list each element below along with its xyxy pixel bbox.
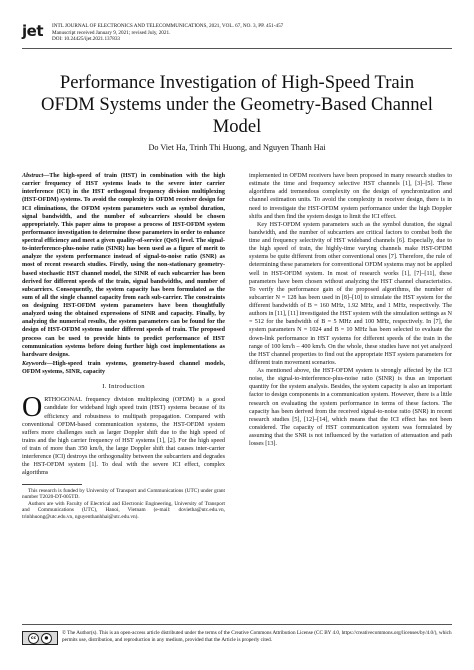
intro-text: RTHOGONAL frequency division multiplexing (OFDM) is a good candidate for wideband high speed train (HST) systems because of its efficiency and robustness to multipath propagation. Compared with conventional OFDM-based communication systems, the HST-OFDM system suffers more challenges such as larger Doppler shift due to the high speed of trains and the high carrier frequency of HST systems [1], [2]. For the high speed of train of more than 350 km/h, the large Doppler shift that causes inter-carrier interference (ICI) destroys the orthogonality between the subcarriers and degrades the HST-OFDM system [1]. To deal with the severe ICI effect, complex algorithms bbox=[22, 397, 225, 477]
author-list: Do Viet Ha, Trinh Thi Huong, and Nguyen Thanh Hai bbox=[148, 143, 326, 152]
keywords-text: —High-speed train systems, geometry-based channel models, OFDM systems, SINR, capacity bbox=[22, 360, 225, 375]
right-column bbox=[249, 172, 452, 448]
cc-icon: cc bbox=[28, 633, 39, 644]
body-paragraph: As mentioned above, the HST-OFDM system is strongly affected by the ICI noise, the signal-to-interference-plus-noise ratio (SINR) is thus an important quantity for the system analysis. Besides, the system capacity is also an important factor to design components in a communication system. However, there is a little research on evaluating the system performance in terms of these factors. The capacity has been derived from the received signal-to-noise ratio (SNR) in recent research studies [5], [12]–[14], which means that the ICI effect has not been considered. The capacity of HST communication system was formulated by assuming that the SNR is not influenced by the variation of attenuation and path losses [13]. bbox=[249, 368, 452, 448]
abstract-text: —The high-speed of train (HST) in combination with the high carrier frequency of HST systems leads to the severe inter carrier interference (ICI) in the HST orthogonal frequency division multiplexing (HST-OFDM) systems. To avoid the complexity in OFDM receiver design for ICI eliminations, the OFDM system parameters such as symbol duration, signal bandwidth, and the number of subcarriers should be chosen appropriately. This paper aims to propose a process of HST-OFDM system performance investigation to determine these parameters in order to enhance spectral efficiency and meet a given quality-of-service (QoS) level. The signal-to-interference-plus-noise ratio (SINR) has been used as a figure of merit to analyze the system performance instead of signal-to-noise ratio (SNR) as most of recent research studies. Firstly, using the non-stationary geometry-based stochastic HST channel model, the SINR of each subcarrier has been derived for different speeds of the train, signal bandwidths, and number of subcarriers. Consequently, the system capacity has been formulated as the sum of all the single channel capacity from each sub-carrier. The constraints on designing HST-OFDM system parameters have been thoughtfully analyzed using the obtained expressions of SINR and capacity. Finally, by analyzing the numerical results, the system parameters can be found for the design of HST-OFDM systems under different speeds of train. The proposed process can be used to provide hints to predict performance of HST communication systems before doing further high cost implementations as hardware designs. bbox=[22, 173, 225, 358]
doi-line: DOI: 10.24425/ijet.2021.137833 bbox=[52, 36, 121, 43]
license-text: © The Author(s). This is an open-access article distributed under the terms of the Creative Commons Attribution License (CC BY 4.0, https://creativecommons.org/licenses/by/4.0/), which permits use, distribution, and reproduction in any medium, provided that the Article is properly cited. bbox=[62, 630, 452, 643]
journal-logo: jet bbox=[22, 22, 43, 40]
page-footer bbox=[22, 628, 452, 650]
title-line: Model bbox=[212, 116, 262, 137]
intro-paragraph bbox=[22, 392, 225, 477]
abstract bbox=[22, 172, 225, 359]
header-rule bbox=[22, 48, 452, 49]
body-paragraph: implemented in OFDM receivers have been proposed in many research studies to estimate the time and frequency selective HST channels [1], [3]–[5]. These algorithms add tremendous complexity on the design of synchronization and channel estimation units. To avoid the complexity in receiver design, there is in need to investigate the HST-OFDM system performance under the high Doppler shifts and then find the system design to limit the ICI effect. bbox=[249, 173, 452, 220]
cc-license-icon bbox=[22, 631, 58, 645]
left-column bbox=[22, 172, 225, 520]
footer-rule bbox=[22, 624, 452, 625]
journal-line: INTL JOURNAL OF ELECTRONICS AND TELECOMMUNICATIONS, 2021, VOL. 67, NO. 3, PP. 451-457 bbox=[52, 23, 284, 29]
footnotes bbox=[22, 488, 225, 521]
drop-cap: O bbox=[22, 392, 43, 424]
keywords bbox=[22, 360, 225, 376]
abstract-label: Abstract bbox=[22, 173, 44, 179]
footnote: This research is funded by University of Transport and Communications (UTC) under grant number T2020-DT-005TD. bbox=[22, 487, 225, 500]
keywords-label: Keywords bbox=[22, 360, 47, 367]
title-line: Performance Investigation of High-Speed Train bbox=[59, 72, 415, 93]
paper-title bbox=[30, 72, 444, 138]
manuscript-line: Manuscript received January 9, 2021; revised July, 2021. bbox=[52, 29, 171, 36]
body-paragraph: Key HST-OFDM system parameters such as the symbol duration, the signal bandwidth, and the number of subcarriers are critical factors to combat both the time and frequency selectivity of HST wideband channels [6]. Especially, due to the high speed of train, the highly-time varying channels make HST-OFDM systems be quite different from other conventional ones [7]. Therefore, the rule of determining these parameters for conventional OFDM systems may not be applied well in HST-OFDM system. In most of research works [1], [7]–[11], these parameters have been chosen without analyzing the HST channel characteristics. To verify the performance gain of the proposed algorithms, the number of subcarrier N = 128 has been used in [8]–[10] to simulate the HST system for the different bandwidth of B = 160 MHz, 1.92 MHz, and 1 MHz, respectively. The authors in [11], [11] investigated the HST system with the simulation settings as N = 512 for the bandwidth of B = 5 MHz and 100 MHz, respectively. In [7], the system parameters N = 1024 and B = 10 MHz has been selected to evaluate the down-link performance in HST systems for different speeds of the train in the range of 100 km/h – 400 km/h. On the whole, these studies have not yet analyzed the HST channel properties to find out the appropriate HST system parameters for different train movement scenarios. bbox=[249, 221, 452, 366]
footnote: Authors are with Faculty of Electrical and Electronic Engineering, University of Transport and Communications (UTC), Hanoi, Vietnam (e-mail: dovietha@utc.edu.vn, trinhhuong@utc.edu.vn, nguyenthanhhai@utc.edu.vn). bbox=[22, 500, 225, 520]
section-heading: I. Introduction bbox=[102, 383, 145, 391]
journal-info bbox=[52, 23, 283, 43]
title-line: OFDM Systems under the Geometry-Based Channel bbox=[41, 94, 433, 115]
by-icon: ● bbox=[41, 633, 52, 644]
footnote-rule bbox=[22, 484, 82, 485]
page-header bbox=[22, 22, 452, 46]
